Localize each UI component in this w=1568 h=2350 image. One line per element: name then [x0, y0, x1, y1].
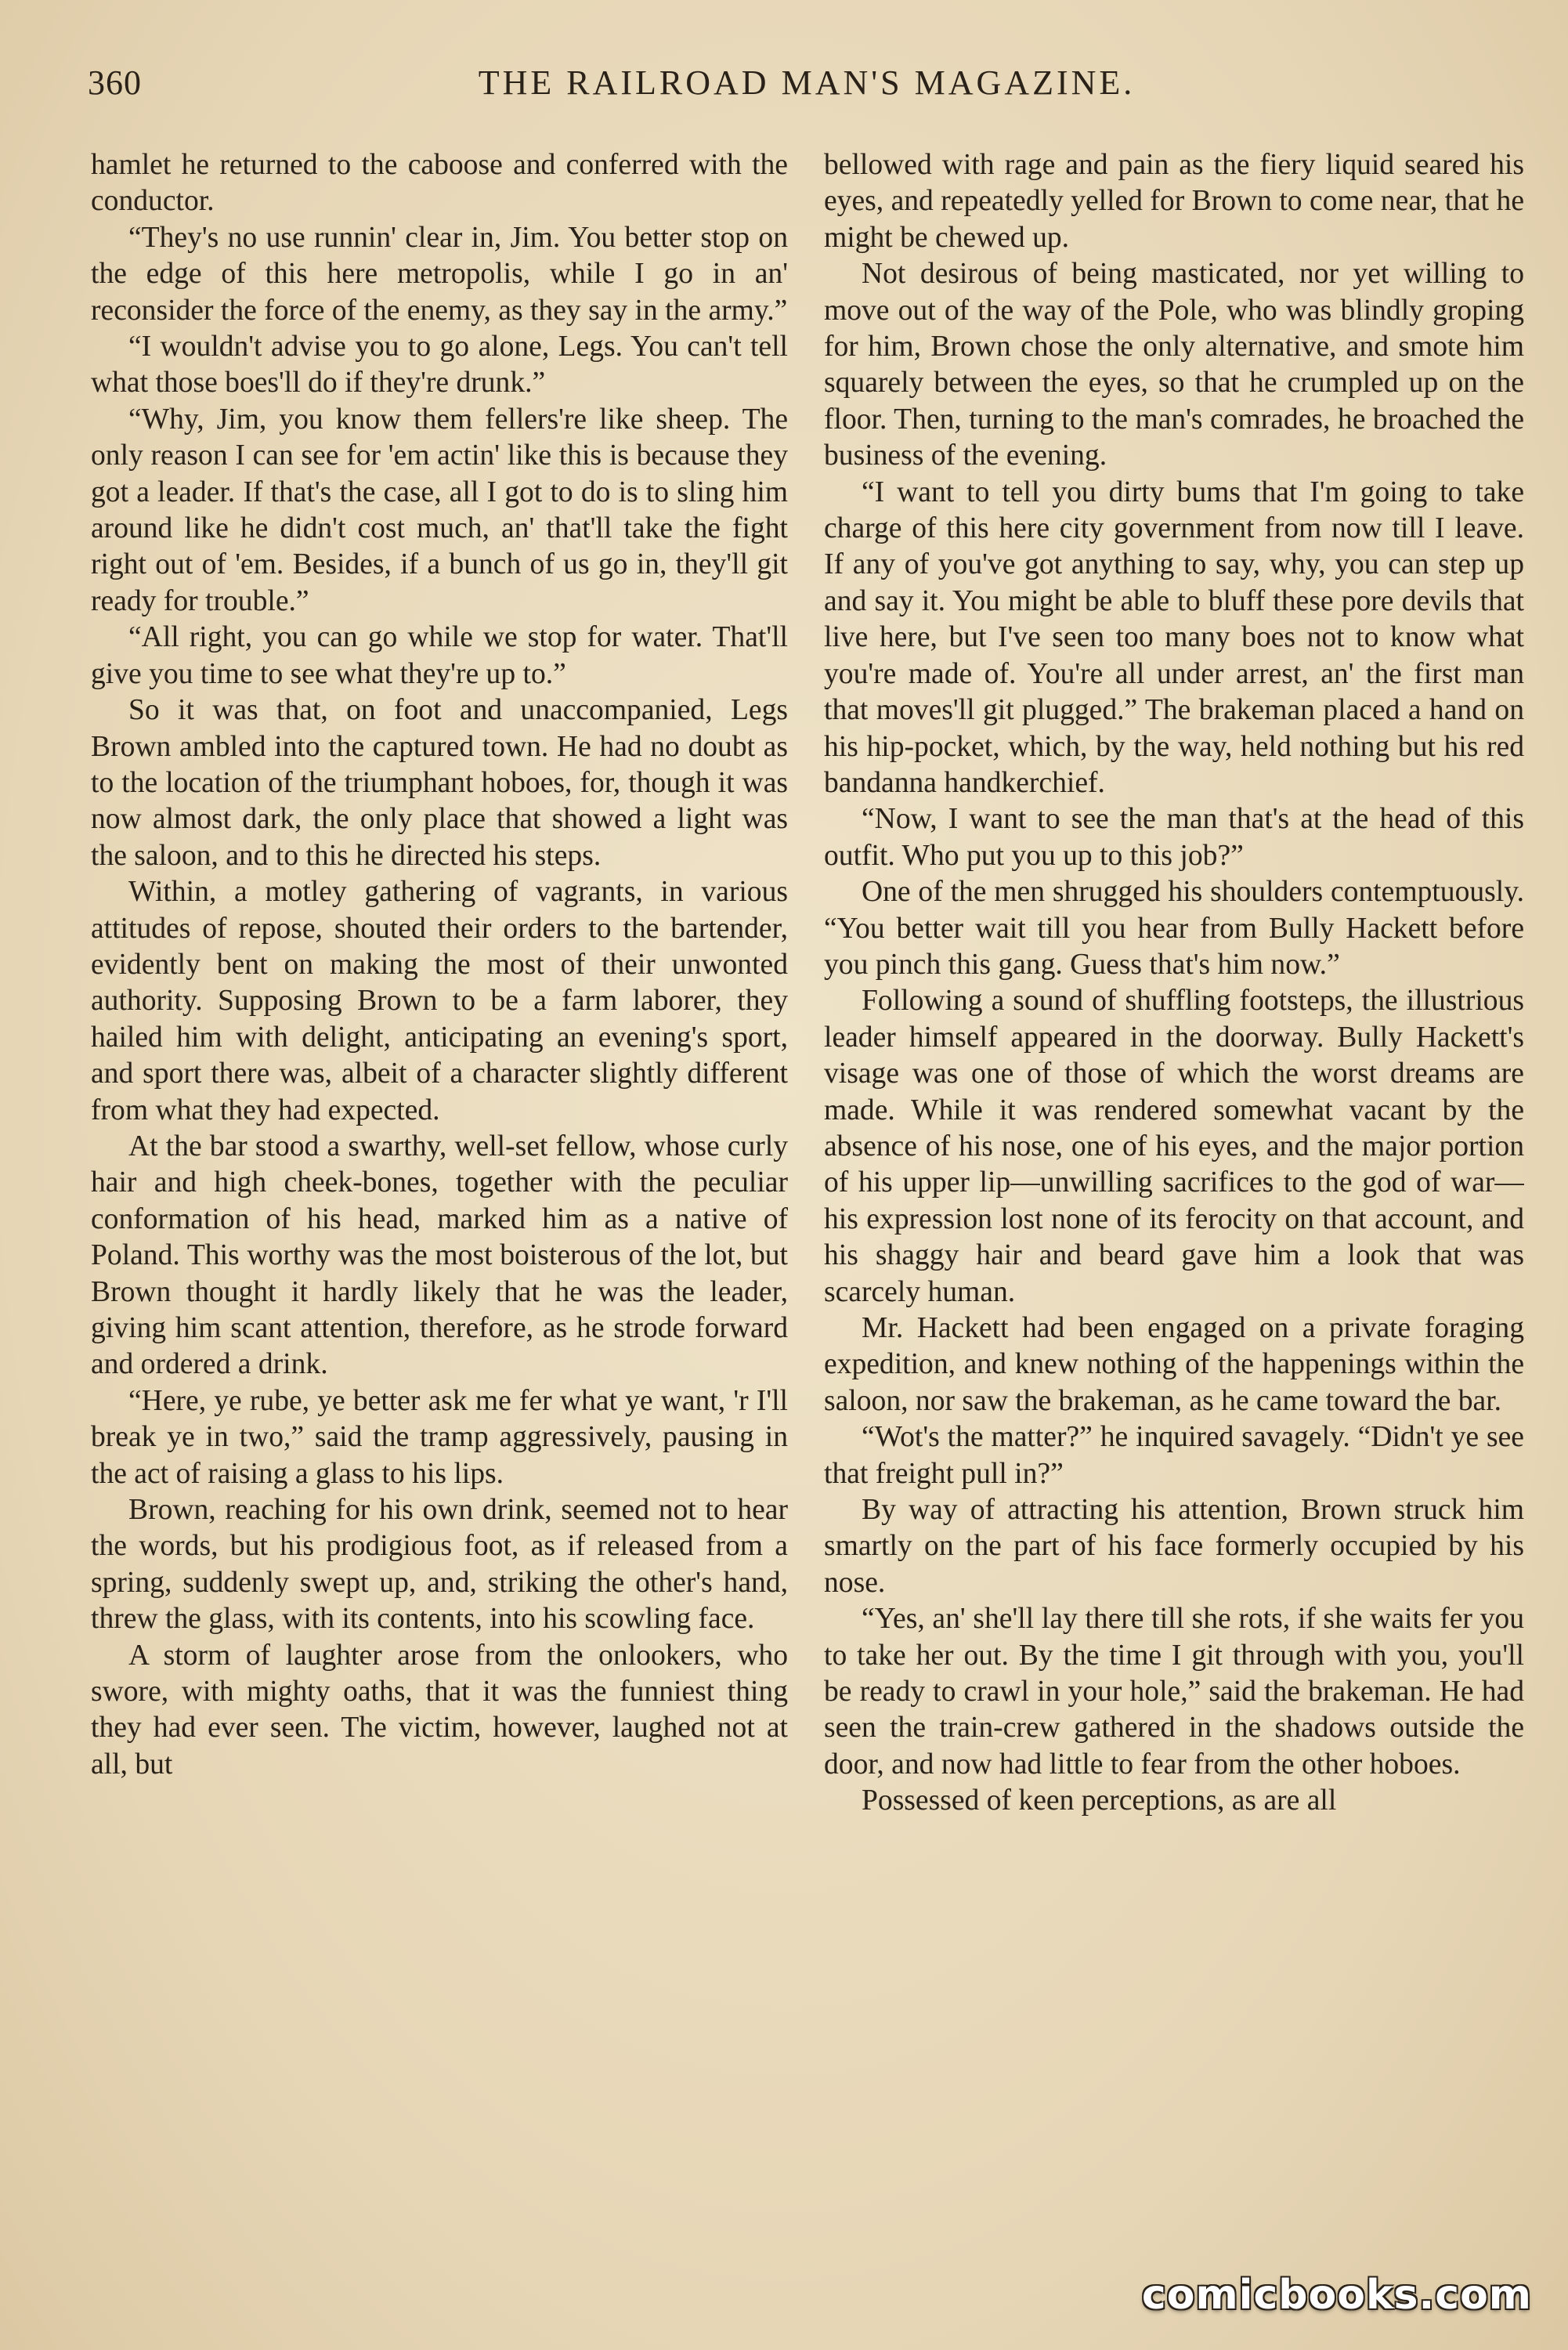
- paragraph: Within, a motley gathering of vagrants, in various attitudes of repose, shouted their orders to the bartender, evidently bent on making the most of their unwonted authority. Supposing Brown to be a farm laborer, they hailed him with delight, anticipating an evening's sport, and sport there was, albeit of a character slightly different from what they had expected.: [91, 876, 788, 1126]
- paragraph: “All right, you can go while we stop for water. That'll give you time to see what they're up to.”: [91, 621, 788, 690]
- page-header: [0, 0, 1568, 149]
- paragraph: “Yes, an' she'll lay there till she rots, if she waits fer you to take her out. By the time I git through with you, you'll be ready to crawl in your hole,” said the brakeman. He had seen the train-crew gathered in the shadows outside the door, and now had little to fear from the other hoboes.: [824, 1603, 1524, 1781]
- paragraph: Brown, reaching for his own drink, seemed not to hear the words, but his prodigious foot, as if released from a spring, suddenly swept up, and, striking the other's hand, threw the glass, with its contents, into his scowling face.: [91, 1494, 788, 1636]
- right-column: [824, 147, 1524, 2325]
- running-title: THE RAILROAD MAN'S MAGAZINE.: [478, 63, 1136, 102]
- site-watermark: comicbooks.com: [1141, 2272, 1532, 2319]
- paragraph: One of the men shrugged his shoulders contemptuously. “You better wait till you hear from Bully Hackett before you pinch this gang. Guess that's him now.”: [824, 876, 1524, 981]
- paragraph: Following a sound of shuffling footsteps, the illustrious leader himself appeared in the doorway. Bully Hackett's visage was one of those of which the worst dreams are made. While it was rendered somewhat vacant by the absence of his nose, one of his eyes, and the major portion of his upper lip—unwilling sacrifices to the god of war—his expression lost none of its ferocity on that account, and his shaggy hair and beard gave him a look that was scarcely human.: [824, 985, 1524, 1308]
- left-column: [91, 147, 788, 2325]
- paragraph: A storm of laughter arose from the onlookers, who swore, with mighty oaths, that it was the funniest thing they had ever seen. The victim, however, laughed not at all, but: [91, 1639, 788, 1781]
- paragraph: Mr. Hackett had been engaged on a private foraging expedition, and knew nothing of the happenings within the saloon, nor saw the brakeman, as he came toward the bar.: [824, 1312, 1524, 1417]
- paragraph: “Here, ye rube, ye better ask me fer what ye want, 'r I'll break ye in two,” said the tramp aggressively, pausing in the act of raising a glass to his lips.: [91, 1384, 788, 1490]
- paragraph: “Now, I want to see the man that's at the head of this outfit. Who put you up to this job?”: [824, 803, 1524, 872]
- paragraph: “They's no use runnin' clear in, Jim. You better stop on the edge of this here metropolis, while I go in an' reconsider the force of the enemy, as they say in the army.”: [91, 221, 788, 327]
- paragraph: hamlet he returned to the caboose and conferred with the conductor.: [91, 149, 788, 218]
- paragraph: “I wouldn't advise you to go alone, Legs. You can't tell what those boes'll do if they're drunk.”: [91, 331, 788, 400]
- paragraph: Possessed of keen perceptions, as are all: [862, 1784, 1337, 1817]
- paragraph: Not desirous of being masticated, nor yet willing to move out of the way of the Pole, who was blindly groping for him, Brown chose the only alternative, and smote him squarely between the eyes, so that he crumpled up on the floor. Then, turning to the man's comrades, he broached the business of the evening.: [824, 258, 1524, 472]
- paragraph: By way of attracting his attention, Brown struck him smartly on the part of his face formerly occupied by his nose.: [824, 1494, 1524, 1599]
- paragraph: “Why, Jim, you know them fellers're like sheep. The only reason I can see for 'em actin' like this is because they got a leader. If that's the case, all I got to do is to sling him around like he didn't cost much, an' that'll take the fight right out of 'em. Besides, if a bunch of us go in, they'll git ready for trouble.”: [91, 403, 788, 617]
- page-number: 360: [88, 63, 142, 102]
- paragraph: At the bar stood a swarthy, well-set fellow, whose curly hair and high cheek-bones, together with the peculiar conformation of his head, marked him as a native of Poland. This worthy was the most boisterous of the lot, but Brown thought it hardly likely that he was the leader, giving him scant attention, therefore, as he strode forward and ordered a drink.: [91, 1130, 788, 1381]
- paragraph: “I want to tell you dirty bums that I'm going to take charge of this here city government from now till I leave. If any of you've got anything to say, why, you can step up and say it. You might be able to bluff these pore devils that live here, but I've seen too many boes not to know what you're made of. You're all under arrest, an' the first man that moves'll git plugged.” The brakeman placed a hand on his hip-pocket, which, by the way, held nothing but his red bandanna handkerchief.: [824, 475, 1524, 799]
- paragraph: So it was that, on foot and unaccompanied, Legs Brown ambled into the captured town. He had no doubt as to the location of the triumphant hoboes, for, though it was now almost dark, the only place that showed a light was the saloon, and to this he directed his steps.: [91, 694, 788, 872]
- paragraph: bellowed with rage and pain as the fiery liquid seared his eyes, and repeatedly yelled for Brown to come near, that he might be chewed up.: [824, 149, 1524, 254]
- paragraph: “Wot's the matter?” he inquired savagely. “Didn't ye see that freight pull in?”: [824, 1421, 1524, 1490]
